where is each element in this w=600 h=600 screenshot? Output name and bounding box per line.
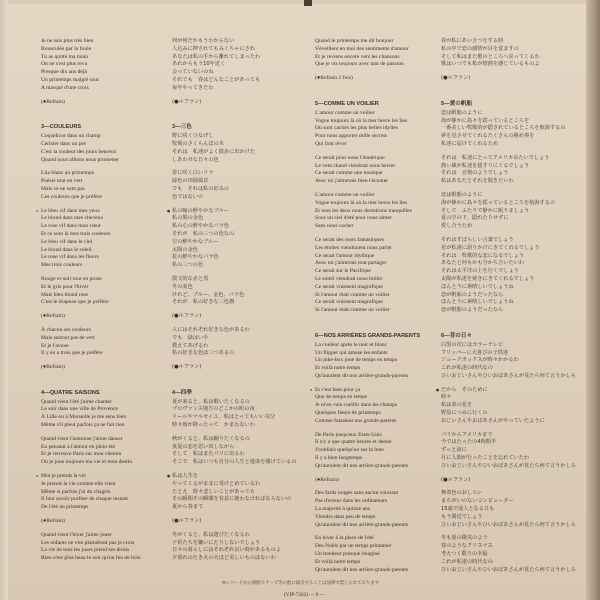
lyric-line: Qu'auraient dit nos arrière-grands-parents	[315, 566, 409, 573]
verse-stanza	[315, 192, 450, 231]
lyric-line: Et je l'avoue	[41, 342, 69, 349]
lyric-line: Même s'il pleut parfois ça ne fait rien	[41, 422, 125, 429]
lyric-line: Ce serait des mots fantastiques	[315, 236, 384, 243]
verse-stanza	[441, 38, 591, 69]
lyric-line: 太陽の金色	[172, 246, 198, 253]
lyric-line: その瞬間その瞬間を有益に使わなければならないの	[172, 496, 292, 503]
lyric-line: 歌はいつでも私が情熱を感じているものよ	[441, 61, 540, 68]
lyric-line: Sans nous cacher	[315, 223, 354, 230]
lyric-line: Coquelicot dans un champ	[41, 133, 101, 140]
lyric-line: それは太平洋の上を行くでしょう	[441, 268, 519, 275]
lyric-line: 散文的な赤と黒	[172, 275, 209, 282]
lyric-line: Le rose vif dans les fleurs	[41, 254, 99, 261]
lyric-line: 太陽が私達を焼きにきてくれるでしょう	[441, 275, 535, 282]
verse-stanza	[315, 490, 450, 529]
verse-stanza	[315, 110, 450, 149]
lyric-line: Ce serait l'amour idyllique	[315, 252, 375, 259]
lyric-line: Qui font rêver	[315, 140, 347, 147]
lyric-line: 夏から春まで	[172, 504, 204, 511]
verse-stanza	[441, 192, 591, 231]
lyrics-column-french-left	[41, 38, 171, 569]
lyric-line: Tu as quitté ma main	[41, 53, 89, 60]
lyric-line: 時々	[441, 394, 452, 401]
lyric-line: 恋は帆船のように	[441, 191, 483, 198]
lyric-line: En pensant à l'amour en plein été	[41, 443, 116, 450]
lyric-line: La vie de tous les jours prend ses droits	[41, 547, 130, 554]
lyric-line: La majorité à quinze ans	[315, 506, 370, 513]
verse-stanza	[315, 38, 450, 69]
lyric-line: Poésie tout en vert	[41, 178, 83, 185]
lyric-line: ひいおじいさんやひいおばあさんが見たら何て言うかしら	[441, 521, 576, 528]
lyric-line: それは 牧歌的な恋になるでしょう	[441, 252, 524, 259]
lyric-line: Les enfants ne s'en plaindront pas je crois	[41, 539, 135, 546]
lyric-line: De l'été au printemps	[41, 504, 89, 511]
lyric-line: L'amour comme un voilier	[315, 109, 375, 116]
lyric-line: Sous un ciel d'été pour nous aimer	[315, 215, 392, 222]
lyric-line: 今ではたったの4時間半	[441, 439, 497, 446]
lyric-line: 色ではないの	[172, 193, 204, 200]
lyric-line: ひいおじいさんやひいおばあさんが見たら何て言うかしら	[441, 462, 576, 469]
page-edge-right	[586, 0, 600, 600]
lyric-line: Et le gris pour l'hiver	[41, 283, 89, 290]
refrain-marker: (●ルフラン)	[172, 313, 202, 320]
lyric-line: Quand vient l'hiver j'aime jouer	[41, 531, 112, 538]
refrain-marker: (●Refrain)	[41, 98, 65, 105]
refrain-marker: (●ルフラン)	[441, 75, 471, 82]
lyric-line: でも それは私の好みの	[172, 185, 230, 192]
lyric-line: 夏の空の下、隠れたりせずに	[441, 215, 509, 222]
lyric-line: L'amour comme un voilier	[315, 191, 375, 198]
lyric-line: それでも 春はどんなことがあっても	[172, 76, 261, 83]
lyric-line: Mais bleu blond rose	[41, 291, 89, 298]
lyric-line: そして 私はまたパリに戻るわ	[172, 451, 245, 458]
verse-stanza	[441, 535, 591, 574]
lyric-line: Ce serait comme une musique	[315, 170, 383, 177]
lyric-line: 子供たちを嫌いにたりしないでしょう	[172, 539, 261, 546]
lyric-line: 春に咲く白いリラ	[172, 170, 214, 177]
chorus-stanza	[441, 387, 591, 426]
lyrics-sheet	[8, 4, 600, 600]
lyric-line: でも 緑はいや	[172, 334, 209, 341]
lyric-line: 春のようなクリスマス	[441, 543, 493, 550]
lyric-line: A marqué d'une croix	[41, 84, 90, 91]
verse-stanza	[41, 436, 171, 467]
lyric-line: Je prends la vie comme elle vient	[41, 480, 116, 487]
lyric-line: Quand vient l'été j'aime chanter	[41, 398, 112, 405]
lyric-line: 恋は帆船のように	[441, 109, 483, 116]
lyric-line: 私の心の鮮やかなバラ色	[172, 223, 230, 230]
lyric-line: あなたは私の手から離れてしまったわ	[172, 53, 261, 60]
lyric-line: 夏が来ると、私は歌いたくなるの	[172, 398, 250, 405]
lyric-line: 私の好きな色は三つあるの	[172, 350, 235, 357]
lyric-line: 人込みに押されてもみくちゃにされ	[172, 45, 256, 52]
lyric-line: Le bleu vif dans le ciel	[41, 238, 93, 245]
lyric-line: 私の三つの色	[172, 262, 204, 269]
lyric-line: Le blond dans le soleil	[41, 246, 92, 253]
lyric-line: やってくるがままに受けとめているわ	[172, 480, 261, 487]
verse-stanza	[315, 432, 450, 471]
lyric-line: Si l'amour était comme un voilier	[315, 291, 390, 298]
refrain-marker: (●Refrain 2 fois)	[315, 75, 353, 82]
lyric-line: それが 私の好きな三色旗	[172, 299, 235, 306]
lyric-line: La couleur après le noir et blanc	[315, 341, 388, 348]
lyric-line: Et je reviens encore vers les chansons	[315, 53, 400, 60]
lyric-line: しあわせな日々の色	[172, 156, 219, 163]
lyric-line: Le soleil viendrait nous brûler	[315, 275, 383, 282]
lyric-line: 冬がくると、私は遊びたくなるわ	[172, 531, 250, 538]
song-title: 3—三色	[172, 124, 192, 131]
verse-stanza	[172, 436, 312, 467]
lyric-line: 考えつく限りの幸福	[441, 551, 488, 558]
lyric-line: 私の中で恋の感情が目を覚ますの	[441, 45, 519, 52]
lyrics-column-french-right	[315, 38, 450, 580]
lyric-line: Un printemps malgré tout	[41, 76, 99, 83]
catalog-page-number: (VIP-7262) — 6 —	[284, 592, 325, 598]
lyric-line: けれど、ブルー、金色、バラ色	[172, 291, 245, 298]
lyric-line: Des fards rouges sans aucun colorant	[315, 490, 399, 497]
lyric-line: Je m'en vais cueillir dans les champs	[315, 402, 398, 409]
lyric-line: Le vent chaud viendrait nous bercer	[315, 162, 396, 169]
lyric-line: Ce serait vraiment magnifique	[315, 283, 383, 290]
lyric-line: 会っていないのね	[172, 69, 214, 76]
song-title: 6—昔の日々	[441, 332, 473, 339]
lyric-line: Quand vient l'automne j'aime danser	[41, 435, 123, 442]
lyric-line: 恋が帆船のようだったなら	[441, 307, 504, 314]
lyric-line: 海が静かに島々を揺っているところを	[441, 117, 530, 124]
lyric-line: Un bonheur presque imaginé	[315, 551, 380, 558]
lyric-line: ● Le bleu vif dans mes yeux	[41, 208, 171, 216]
chorus-stanza	[172, 473, 312, 512]
lyric-line: 緑色の田園風景	[172, 178, 209, 185]
lyric-line: Pas d'erreur dans les ordinateurs	[315, 498, 388, 505]
lyric-line: C'est la couleur des jours heureux	[41, 148, 117, 155]
lyric-line: Où sont cachés les plus belles idylles	[315, 125, 398, 132]
verse-stanza	[441, 342, 591, 381]
lyric-line: Qu'auraient dit nos arrière-grands-parents	[315, 462, 409, 469]
verse-stanza	[315, 237, 450, 315]
refrain-marker: (●ルフラン)	[172, 364, 202, 371]
page-edge-left	[0, 0, 8, 600]
lyric-line: Mais surtout pas de vert	[41, 334, 95, 341]
lyric-line: これが私達の時代なの	[441, 558, 493, 565]
refrain-marker: (●Refrain)	[41, 518, 65, 525]
verse-stanza	[315, 155, 450, 186]
lyric-line: 一番美しい牧歌的が隠されているところを航海するの	[441, 125, 566, 132]
lyric-line: Et voilà notre temps	[315, 558, 361, 565]
lyric-line: Un flipper qui amuse les enfants	[315, 349, 388, 356]
lyric-line: Qu'auraient dit nos arrière-grands-parents	[315, 521, 409, 528]
lyric-line: Le soir dans une ville de Provence	[41, 406, 119, 413]
lyric-line: Viendra dans peu de temps	[315, 513, 376, 520]
lyric-line: Bousculée par la foule	[41, 45, 92, 52]
lyric-line: Pour nous apporter mille secrets	[315, 133, 388, 140]
lyric-line: 私の髪の金色	[172, 215, 204, 222]
lyric-line: リールやマルセイユ、私はとってもいい気分	[172, 414, 276, 421]
lyrics-column-japanese-right	[441, 38, 591, 580]
lyric-line: Comme faisaient nos grands-parents	[315, 417, 397, 424]
verse-stanza	[441, 155, 591, 186]
lyric-line: 毎年やってきたわ	[172, 84, 214, 91]
verse-stanza	[172, 276, 312, 307]
lyric-line: 冬も夏の陽気のよう	[441, 535, 488, 542]
lyric-line: Je ne sais plus très bien	[41, 38, 94, 44]
lyric-line: Vogue toujours là où la mer berce les îles	[315, 199, 408, 206]
lyric-line: それが 私の三つの色なの	[172, 230, 235, 237]
lyric-line: J'oubliais quelqu'un sur la lune	[315, 447, 384, 454]
chorus-stanza	[172, 208, 312, 270]
lyric-line: 時々雨が降ったって かまわないわ	[172, 422, 256, 429]
lyric-line: Un juke-box joue de temps en temps	[315, 357, 398, 364]
verse-stanza	[172, 133, 312, 164]
chorus-stanza	[41, 473, 171, 512]
lyric-line: Il faut savoir profiter de chaque instant	[41, 496, 128, 503]
lyric-line: ひいおじいさんやひいおばあさんが見たら何て言うかしら	[441, 372, 576, 379]
lyric-line: 人にはそれぞれ好きな色があるわ	[172, 326, 250, 333]
song-title: 6—NOS ARRIÈRES GRANDS-PARENTS	[315, 332, 421, 339]
verse-stanza	[441, 490, 591, 529]
lyric-line: それは 音楽のようでしょう	[441, 170, 509, 177]
lyric-line: Le blond dans mes cheveux	[41, 215, 104, 222]
lyric-line: Des Noëls par un temps printanier	[315, 543, 392, 550]
verse-stanza	[441, 110, 591, 149]
verse-stanza	[172, 170, 312, 201]
lyric-line: C'est le drapeau que je préfère	[41, 299, 109, 306]
verse-stanza	[172, 532, 312, 563]
refrain-marker: (●ルフラン)	[172, 518, 202, 525]
lyric-line: 星が私達に語りかけにきてくれるでしょう	[441, 244, 540, 251]
song-title: 5—COMME UN VOILIER	[315, 100, 379, 107]
lyric-line: それは 私達がよく散歩に出かけた	[172, 148, 256, 155]
lyric-line: Ces couleurs que je préfère	[41, 193, 102, 200]
verse-stanza	[315, 342, 450, 381]
lyric-line: Qu'auraient dit nos arrière-grands-parents	[315, 372, 409, 379]
lyric-line: Ce serait sur le Pacifique	[315, 268, 371, 275]
lyric-line: 白黒の次にはカラーテレビ	[441, 341, 504, 348]
lyric-line: Il n'y a que quatre heures et demie	[315, 439, 392, 446]
lyric-line: Presque dix ans déjà	[41, 69, 87, 76]
lyric-line: Où je joue toujours ma vie et mon destin	[41, 459, 133, 466]
chorus-stanza	[315, 387, 450, 426]
verse-stanza	[41, 170, 171, 201]
lyric-line: Et tous les deux nous dormirons tranquilles	[315, 207, 412, 214]
lyric-line: Même si parfois j'ai du chagrin	[41, 488, 111, 495]
lyric-line: 無着色のおしろい	[441, 490, 483, 497]
lyric-line: そして私はまた歌のところへ戻ってくるわ	[441, 53, 540, 60]
lyric-line: ● Moi je prends la vie	[41, 473, 171, 481]
lyric-line: Les étoiles viendraient nous parler	[315, 244, 393, 251]
lyric-line: 私はあなたとそれを聞きたいわ	[441, 178, 514, 185]
lyric-line: Il y en a trois que je préfère	[41, 350, 103, 357]
lyric-line: ● 私の瞳の鮮やかなブルー	[172, 208, 312, 216]
lyric-line: 私は春の花を	[441, 402, 473, 409]
lyric-line: Vogue toujours là où la mer berce les îles	[315, 117, 408, 124]
lyric-line: De Paris jusqu'aux États-Unis	[315, 431, 382, 438]
chorus-stanza	[41, 208, 171, 270]
refrain-marker: (●ルフラン)	[172, 98, 202, 105]
lyric-line: 夢を見させてくれるたくさんの秘め事を	[441, 133, 535, 140]
lyric-line: 野原につみに行くの	[441, 410, 488, 417]
lyric-line: Quand le printemps me dit bonjour	[315, 38, 394, 44]
lyric-line: 花の鮮やかなバラ色	[172, 254, 219, 261]
verse-stanza	[172, 327, 312, 358]
lyric-line: ジュークボックスが時々かかるわ	[441, 357, 519, 364]
lyric-line: もう間近でしょう	[441, 513, 483, 520]
lyric-line: 恋が帆船のようだったなら	[441, 291, 504, 298]
lyric-line: 牧場のさくらんぼの木	[172, 140, 224, 147]
verse-stanza	[441, 432, 591, 471]
refrain-marker: (●Refrain)	[41, 364, 65, 371]
lyric-line: Ce serait pour nous l'Amérique	[315, 154, 385, 161]
lyric-line: 教えてあげるわ	[172, 342, 209, 349]
lyric-line: おじいさんやおばあさんがやっていたように	[441, 417, 545, 424]
lyric-line: Avec toi j'aimerais bien l'écouter	[315, 178, 389, 185]
lyric-line: Quand nous allions nous promener	[41, 156, 119, 163]
lyric-line: 春が私にあいさつをする時	[441, 38, 504, 44]
lyric-line: たとえ 時々悲しいことがあっても	[172, 488, 255, 495]
lyric-line: Rouge et noir tout en prose	[41, 275, 102, 282]
lyric-line: En hiver à la place de l'été	[315, 535, 374, 542]
lyric-line: ● だから そのために	[441, 387, 591, 395]
lyric-line: 月に人間が行ったことを忘れていたわ	[441, 455, 530, 462]
lyric-line: 私達に届けてくれるため	[441, 140, 499, 147]
verse-stanza	[315, 535, 450, 574]
lyric-line: Que je vis toujours avec tant de passion	[315, 61, 404, 68]
refrain-marker: (●ルフラン)	[441, 476, 471, 483]
lyric-line: 海が静かに島々を揺っているところを航海するの	[441, 199, 556, 206]
verse-stanza	[172, 399, 312, 430]
lyric-line: まちがいのないコンピューター	[441, 498, 514, 505]
lyric-line: そこで 私はいつも自分の人生と運命を賭けているの	[172, 459, 297, 466]
lyric-line: ほんとうに素晴しいでしょうね	[441, 283, 514, 290]
lyric-line: ほんとうに素晴しいでしょうね	[441, 299, 514, 306]
lyric-line: Rien n'est plus beau le soir qu'un feu de bois	[41, 555, 141, 562]
lyric-line: Si l'amour était comme un voilier	[315, 307, 390, 314]
lyric-line: S'éveillent en moi des sentiments d'amour	[315, 45, 409, 52]
verse-stanza	[41, 327, 171, 358]
lyric-line: Mes trois couleurs	[41, 262, 83, 269]
lyric-line: Mais ce ne sont pas	[41, 185, 85, 192]
verse-stanza	[441, 237, 591, 315]
lyric-line: 夕暮れのたき火の火ほど美しいものはないわ	[172, 555, 276, 562]
lyric-line: Quelques fleurs de printemps	[315, 410, 381, 417]
verse-stanza	[41, 133, 171, 164]
lyric-line: À Lille ou à Marseille je me sens bien	[41, 414, 127, 421]
lyric-line: パリからアメリカまで	[441, 431, 493, 438]
lyric-line: Le rose vif dans mon cœur	[41, 223, 101, 230]
copyright-footnote: ※レコードから無断でテープ等の他に録音することは法律で禁じられております	[222, 581, 380, 586]
verse-stanza	[41, 38, 171, 93]
lyric-line: これが私達の時代なの	[441, 365, 493, 372]
lyric-line: Il y a bien longtemps	[315, 455, 363, 462]
lyric-line: あなたと何もかも分かち合いたいわ	[441, 260, 525, 267]
lyric-line: Lila blanc au printemps	[41, 170, 94, 177]
lyric-line: ひいおじいさんやひいおばあさんが見たら何て言うかしら	[441, 566, 576, 573]
lyric-line: Et voilà notre temps	[315, 365, 361, 372]
song-title: 3—COULEURS	[41, 124, 82, 131]
lyric-line: それはすばらしい言葉でしょう	[441, 236, 514, 243]
song-title: 4—四季	[172, 389, 192, 396]
lyric-line: 空の鮮やかなブルー	[172, 238, 219, 245]
lyric-line: 冬の灰色	[172, 283, 193, 290]
lyric-line: Cerisier dans un pré	[41, 140, 86, 147]
lyrics-column-japanese-left	[172, 38, 312, 569]
lyric-line: Et ce sont là mes trois couleurs	[41, 230, 111, 237]
lyric-line: 日々の暮らしにはそれぞれ良い時があるものよ	[172, 547, 281, 554]
lyric-line: ● 私は人生を	[172, 473, 312, 481]
lyric-line: フリッパーに大喜びの子供達	[441, 349, 509, 356]
song-title: 4—QUATRE SAISONS	[41, 389, 100, 396]
lyric-line: 真夏の恋を思い出しながら	[172, 443, 235, 450]
lyric-line: 何が何だかもうわからない	[172, 38, 235, 44]
verse-stanza	[172, 38, 312, 93]
lyric-line: そして ふたりで静かに眠りましょう	[441, 207, 530, 214]
lyric-line: 15歳で成人となる日も	[441, 506, 495, 513]
lyric-line: On ne s'est plus revu	[41, 61, 88, 68]
lyric-line: 熱い風が私達を揺すりにくるでしょう	[441, 162, 530, 169]
lyric-line: ずっと前に	[441, 447, 467, 454]
lyric-line: プロヴァンス地方のどこかの町の夜	[172, 406, 255, 413]
verse-stanza	[41, 276, 171, 307]
lyric-line: Et je retrouve Paris sur mon chemin	[41, 451, 122, 458]
refrain-marker: (●Refrain)	[41, 313, 65, 320]
lyric-line: 秋がくると、私は踊りたくなるの	[172, 435, 250, 442]
lyric-line: 野に咲くひなげし	[172, 133, 214, 140]
lyric-line: Que de temps en temps	[315, 394, 368, 401]
lyric-line: ● Et c'est bien pour ça	[315, 387, 450, 395]
verse-stanza	[41, 399, 171, 430]
lyric-line: 愛し合うため	[441, 223, 473, 230]
lyric-line: あれからもう10年近く	[172, 61, 226, 68]
refrain-marker: (●Refrain)	[315, 476, 339, 483]
lyric-line: Avec toi j'aimerais tout partager	[315, 260, 387, 267]
lyric-line: Ce serait vraiment magnifique	[315, 299, 383, 306]
verse-stanza	[41, 532, 171, 563]
song-title: 5—愛の帆船	[441, 100, 473, 107]
binding-mark	[304, 0, 312, 6]
lyric-line: それは 私達にとってアメリカみたいでしょう	[441, 154, 550, 161]
lyric-line: À chacun ses couleurs	[41, 326, 91, 333]
